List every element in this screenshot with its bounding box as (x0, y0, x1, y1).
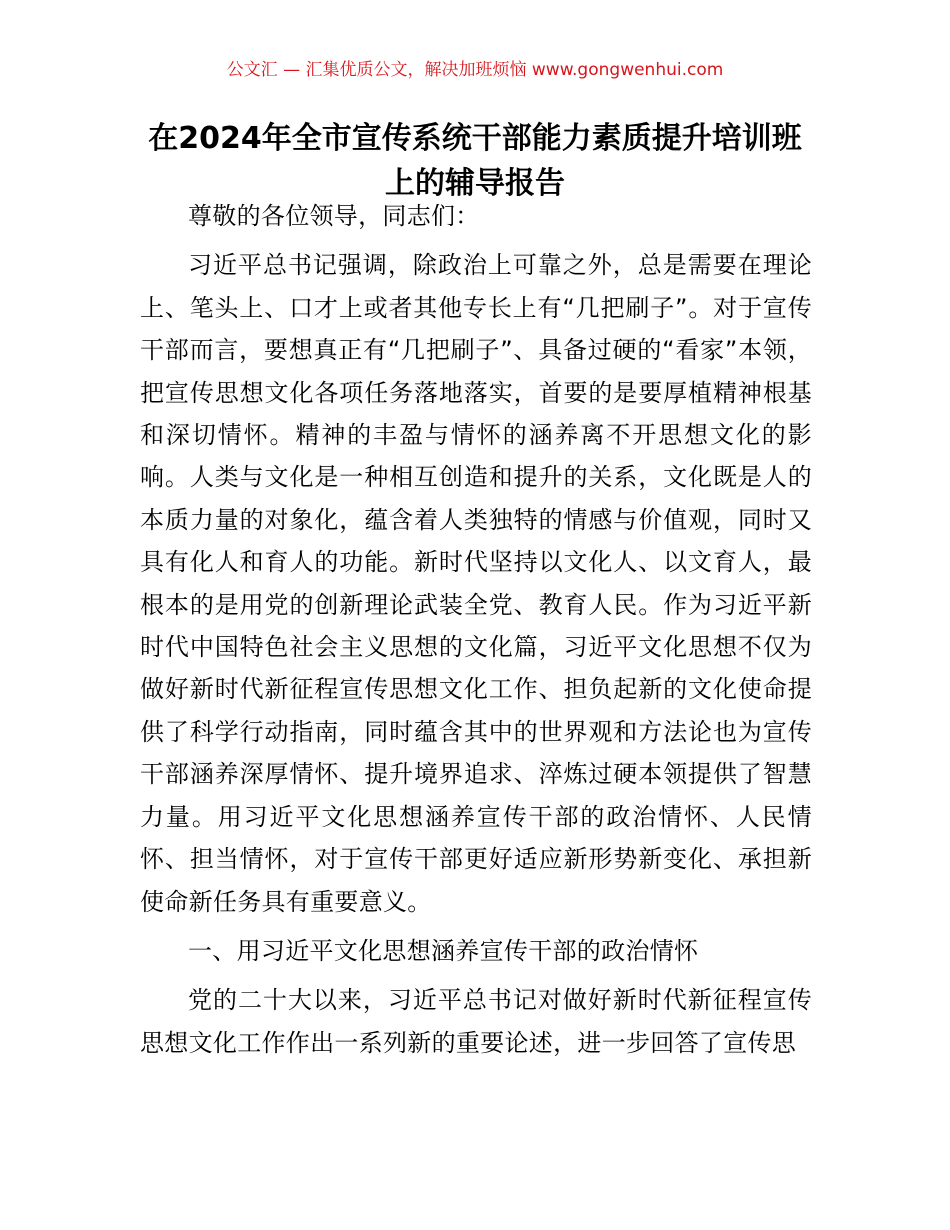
section-heading: 一、用习近平文化思想涵养宣传干部的政治情怀 (188, 936, 699, 965)
greeting: 尊敬的各位领导，同志们： (188, 202, 480, 230)
document-body (140, 195, 812, 1071)
site-banner: 公文汇 — 汇集优质公文，解决加班烦恼 www.gongwenhui.com (226, 60, 724, 80)
body-paragraph: 党的二十大以来，习近平总书记对做好新时代新征程宣传思想文化工作作出一系列新的重要论述，进一步回答了宣传思 (140, 986, 812, 1057)
body-paragraph: 习近平总书记强调，除政治上可靠之外，总是需要在理论上、笔头上、口才上或者其他专长上有“几把刷子”。对于宣传干部而言，要想真正有“几把刷子”、具备过硬的“看家”本领，把宣传思想文化各项任务落地落实，首要的是要厚植精神根基和深切情怀。精神的丰盈与情怀的涵养离不开思想文化的影响。人类与文化是一种相互创造和提升的关系，文化既是人的本质力量的对象化，蕴含着人类独特的情感与价值观，同时又具有化人和育人的功能。新时代坚持以文化人、以文育人，最根本的是用党的创新理论武装全党、教育人民。作为习近平新时代中国特色社会主义思想的文化篇，习近平文化思想不仅为做好新时代新征程宣传思想文化工作、担负起新的文化使命提供了科学行动指南，同时蕴含其中的世界观和方法论也为宣传干部涵养深厚情怀、提升境界追求、淬炼过硬本领提供了智慧力量。用习近平文化思想涵养宣传干部的政治情怀、人民情怀、担当情怀，对于宣传干部更好适应新形势新变化、承担新使命新任务具有重要意义。 (140, 251, 812, 916)
document-title: 在2024年全市宣传系统干部能力素质提升培训班上的辅导报告 (148, 121, 802, 201)
